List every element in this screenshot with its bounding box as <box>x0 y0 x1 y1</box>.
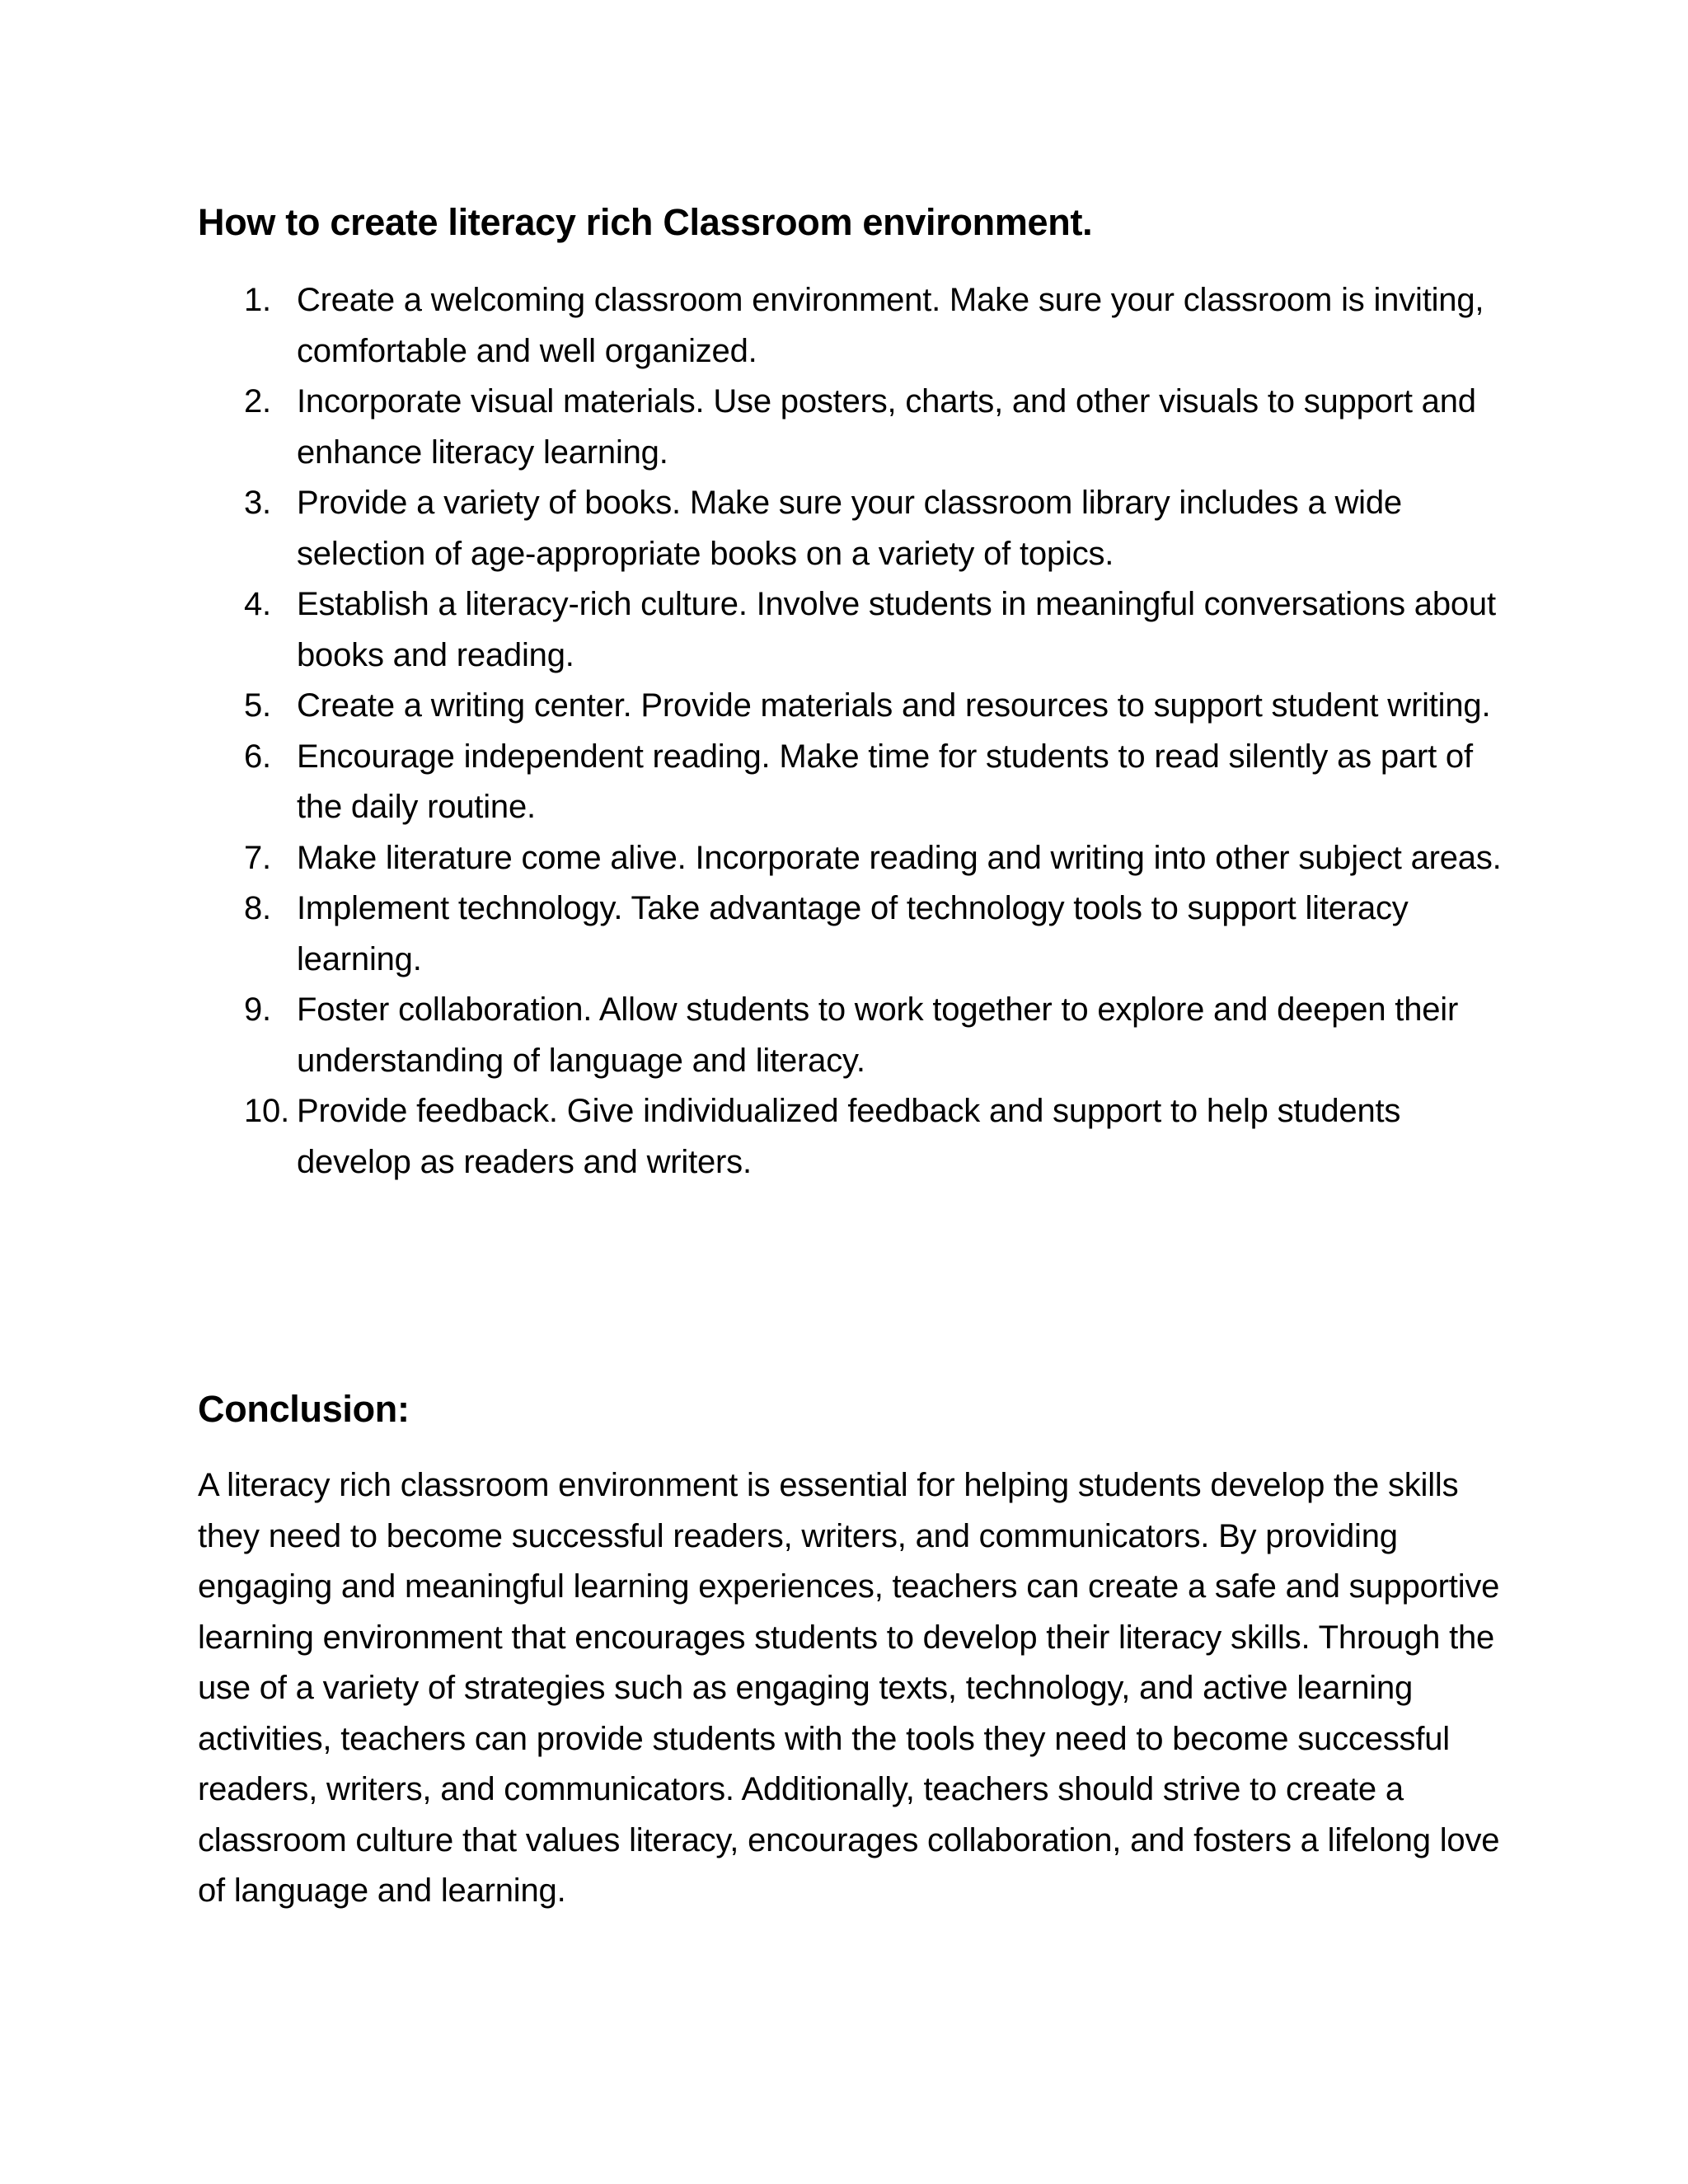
list-item-number: 10. <box>244 1093 290 1129</box>
list-item-text: Foster collaboration. Allow students to work together to explore and deepen their understanding of language and literacy. <box>297 991 1459 1079</box>
list-item <box>198 883 1517 985</box>
list-item-text: Create a welcoming classroom environment. Make sure your classroom is inviting, comfortable and well organized. <box>297 282 1484 369</box>
list-item <box>198 985 1517 1086</box>
list-item-text: Provide feedback. Give individualized feedback and support to help students develop as readers and writers. <box>297 1093 1401 1180</box>
list-item-text: Provide a variety of books. Make sure your classroom library includes a wide selection of age-appropriate books on a variety of topics. <box>297 485 1402 572</box>
list-item <box>198 681 1517 732</box>
list-item-number: 7. <box>244 839 271 876</box>
list-item-text: Create a writing center. Provide materials and resources to support student writing. <box>297 687 1491 724</box>
list-item-number: 9. <box>244 991 271 1028</box>
list-item <box>198 833 1517 884</box>
list-item <box>198 377 1517 478</box>
list-item-number: 2. <box>244 383 271 419</box>
steps-list <box>198 275 1517 1188</box>
list-item-number: 6. <box>244 738 271 775</box>
list-item-text: Implement technology. Take advantage of technology tools to support literacy learning. <box>297 890 1409 977</box>
section-heading-conclusion: Conclusion: <box>198 1388 410 1430</box>
page-title: How to create literacy rich Classroom environment. <box>198 201 1093 243</box>
list-item-text: Establish a literacy-rich culture. Involve students in meaningful conversations about books and reading. <box>297 586 1496 673</box>
list-item-number: 4. <box>244 586 271 622</box>
list-item <box>198 579 1517 681</box>
list-item-text: Incorporate visual materials. Use posters, charts, and other visuals to support and enhance literacy learning. <box>297 383 1476 471</box>
list-item <box>198 732 1517 833</box>
list-item-text: Make literature come alive. Incorporate reading and writing into other subject areas. <box>297 839 1502 876</box>
list-item-number: 3. <box>244 485 271 521</box>
list-item-number: 1. <box>244 282 271 318</box>
list-item-text: Encourage independent reading. Make time for students to read silently as part of the daily routine. <box>297 738 1473 825</box>
list-item-number: 5. <box>244 687 271 724</box>
list-item-number: 8. <box>244 890 271 926</box>
list-item <box>198 478 1517 579</box>
conclusion-paragraph: A literacy rich classroom environment is essential for helping students develop the skills they need to become successful readers, writers, and communicators. By providing engaging and meaningful learning experiences, teachers can create a safe and supportive learning environment that encourages students to develop their literacy skills. Through the use of a variety of strategies such as engaging texts, technology, and active learning activities, teachers can provide students with the tools they need to become successful readers, writers, and communicators. Additionally, teachers should strive to create a classroom culture that values literacy, encourages collaboration, and fosters a lifelong love of language and learning. <box>198 1467 1500 1909</box>
list-item <box>198 275 1517 377</box>
list-item <box>198 1086 1517 1188</box>
